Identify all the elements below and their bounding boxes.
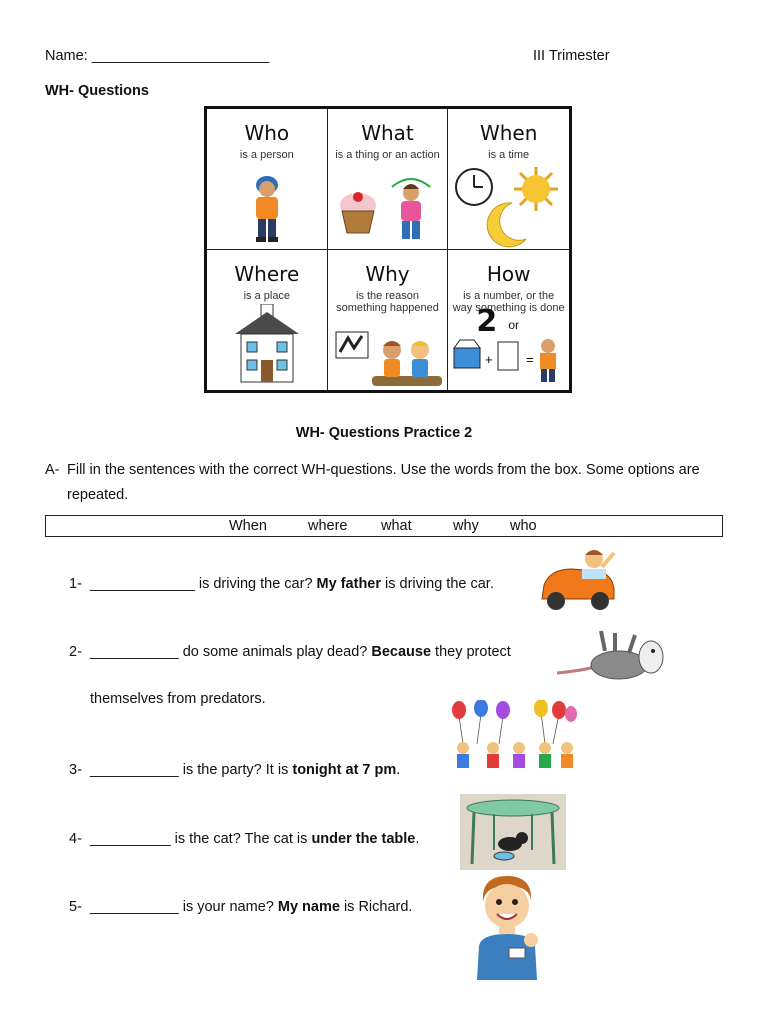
instruction-text: Fill in the sentences with the correct WH-questions. Use the words from the box. Some options are repeated. — [67, 462, 700, 503]
chart-cell-where — [207, 250, 328, 391]
chart-word: How — [486, 261, 531, 286]
word-bank-item: what — [381, 518, 412, 534]
word-bank-item: who — [510, 518, 537, 534]
question-number: 4- — [69, 831, 82, 847]
cupcake-icon — [336, 189, 380, 235]
chart-word: Why — [365, 261, 410, 286]
question-text: do some animals play dead? — [178, 644, 372, 660]
man-driving-car-image — [538, 541, 618, 617]
practice-title: WH- Questions Practice 2 — [295, 425, 473, 441]
question-answer-bold: tonight at 7 pm — [292, 762, 397, 778]
answer-blank[interactable]: _____________ — [90, 576, 195, 592]
chart-desc: is the reason something happened — [336, 289, 439, 314]
question-number: 2- — [69, 644, 82, 660]
question-number: 3- — [69, 762, 82, 778]
instruction — [45, 458, 725, 508]
kids-party-balloons-image — [441, 700, 579, 772]
question-number: 1- — [69, 576, 82, 592]
schoolhouse-icon — [233, 304, 301, 384]
chart-word: What — [361, 121, 414, 145]
or-label: or — [508, 317, 519, 332]
answer-blank[interactable]: ___________ — [90, 899, 179, 915]
chart-desc: is a thing or an action — [335, 149, 440, 161]
word-bank-box — [45, 515, 723, 537]
answer-blank[interactable]: ___________ — [90, 762, 179, 778]
question-answer-bold: My father — [316, 576, 382, 592]
chart-word: Where — [234, 261, 300, 286]
milk-plus-cup-equals-boy-icon — [452, 338, 566, 384]
question-text: is your name? — [178, 899, 278, 915]
chart-desc: is a place — [243, 289, 291, 302]
svg-text:=: = — [526, 351, 534, 367]
chart-word: Who — [244, 121, 290, 145]
boy-icon — [249, 173, 285, 245]
question-text: . — [396, 762, 401, 778]
question-number: 5- — [69, 899, 82, 915]
girl-jumping-rope-icon — [388, 177, 434, 247]
question-text: they protect — [431, 644, 511, 660]
svg-text:+: + — [485, 351, 493, 367]
chart-word: When — [479, 121, 538, 145]
question-answer-bold: My name — [277, 899, 340, 915]
possum-playing-dead-image — [555, 627, 667, 689]
chart-desc: is a time — [488, 149, 530, 161]
cat-under-table-image — [460, 794, 566, 870]
question-text: is Richard. — [339, 899, 413, 915]
question-answer-bold: Because — [371, 644, 432, 660]
question-2 — [69, 644, 511, 660]
boy-with-name-tag-image — [471, 872, 545, 980]
chart-cell-why — [328, 250, 449, 391]
word-bank-item: where — [308, 518, 348, 534]
section-title: WH- Questions — [45, 83, 149, 99]
word-bank-item: When — [229, 518, 267, 534]
chart-desc: is a number, or the way something is done — [452, 289, 565, 314]
question-text: is the cat? The cat is — [170, 831, 312, 847]
chart-cell-who — [207, 109, 328, 250]
chart-cell-what — [328, 109, 449, 250]
instruction-marker: A- — [45, 462, 60, 478]
question-4 — [69, 831, 419, 847]
question-5 — [69, 899, 412, 915]
question-text: is driving the car? — [194, 576, 317, 592]
question-text: is driving the car. — [381, 576, 494, 592]
trimester-label: III Trimester — [533, 48, 610, 64]
question-text: is the party? It is — [178, 762, 293, 778]
two-kids-icon — [372, 332, 442, 388]
wh-questions-chart — [204, 106, 572, 393]
moon-icon — [482, 199, 530, 249]
question-text: . — [415, 831, 420, 847]
chart-desc: is a person — [239, 149, 294, 161]
question-answer-bold: under the table — [311, 831, 416, 847]
name-line: Name: ______________________ — [45, 48, 270, 64]
chart-cell-how — [448, 250, 569, 391]
question-3 — [69, 762, 400, 778]
number-two-glyph: 2 — [476, 303, 498, 339]
broken-item-icon — [334, 328, 370, 362]
answer-blank[interactable]: ___________ — [90, 644, 179, 660]
chart-cell-when — [448, 109, 569, 250]
question-1 — [69, 576, 494, 592]
word-bank-item: why — [453, 518, 479, 534]
answer-blank[interactable]: __________ — [90, 831, 171, 847]
question-2-continuation: themselves from predators. — [90, 691, 266, 707]
